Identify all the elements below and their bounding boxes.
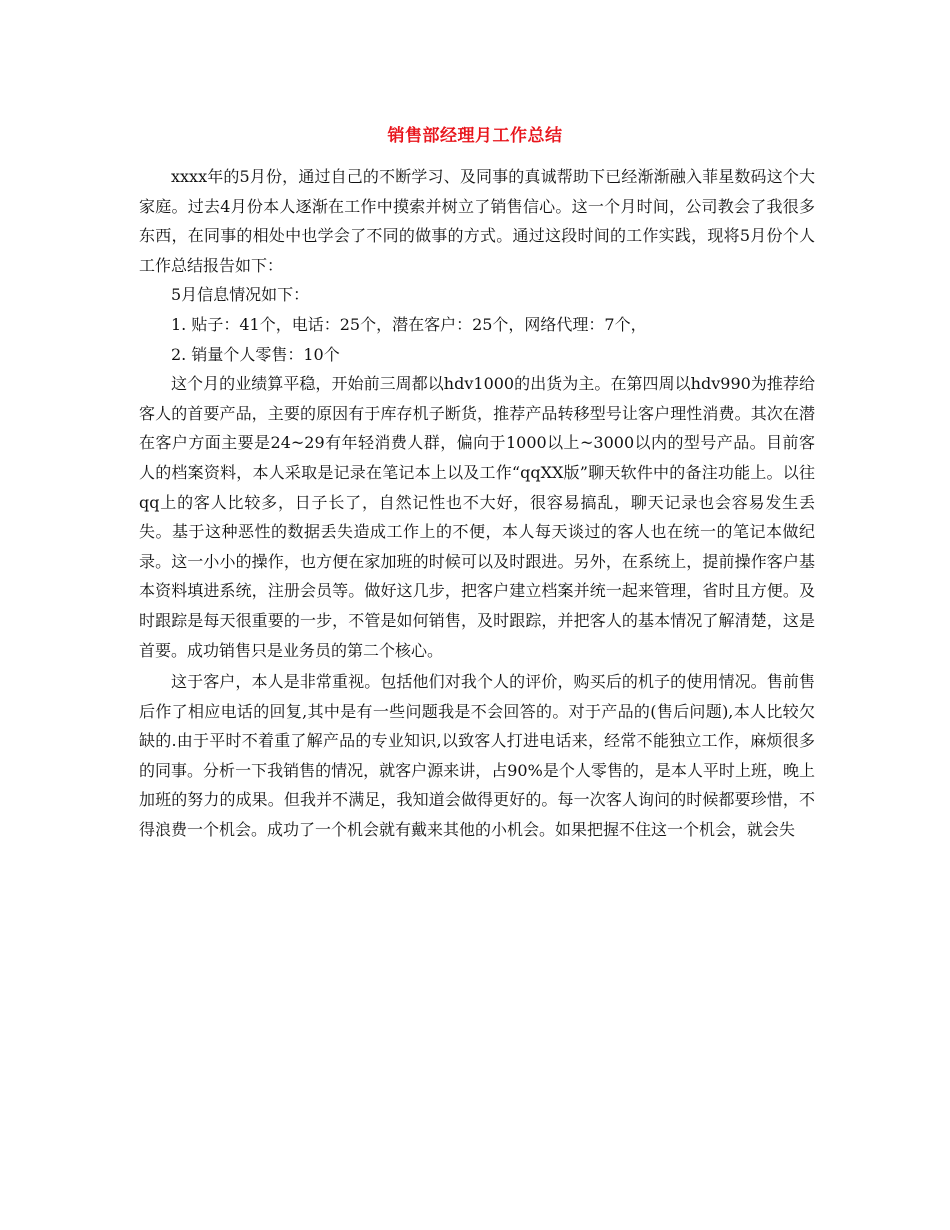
document-body xyxy=(139,162,815,845)
paragraph-customers: 这于客户，本人是非常重视。包括他们对我个人的评价，购买后的机子的使用情况。售前售后作了相应电话的回复,其中是有一些问题我是不会回答的。对于产品的(售后问题),本人比较欠缺的.由于平时不着重了解产品的专业知识,以致客人打进电话来，经常不能独立工作，麻烦很多的同事。分析一下我销售的情况，就客户源来讲，占90%是个人零售的，是本人平时上班，晚上加班的努力的成果。但我并不满足，我知道会做得更好的。每一次客人询问的时候都要珍惜，不得浪费一个机会。成功了一个机会就有戴来其他的小机会。如果把握不住这一个机会，就会失 xyxy=(139,672,815,840)
paragraph-info-heading: 5月信息情况如下： xyxy=(171,285,310,305)
paragraph-info-item-1: 1. 贴子：41个，电话：25个，潜在客户：25个，网络代理：7个， xyxy=(171,314,647,334)
paragraph-performance: 这个月的业绩算平稳，开始前三周都以hdv1000的出货为主。在第四周以hdv990为推荐给客人的首要产品，主要的原因有于库存机子断货，推荐产品转移型号让客户理性消费。其次在潜在客户方面主要是24~29有年轻消费人群，偏向于1000以上~3000以内的型号产品。目前客人的档案资料，本人采取是记录在笔记本上以及工作“qqXX版”聊天软件中的备注功能上。以往qq上的客人比较多，日子长了，自然记性也不大好，很容易搞乱，聊天记录也会容易发生丢失。基于这种恶性的数据丢失造成工作上的不便，本人每天谈过的客人也在统一的笔记本做纪录。这一小小的操作，也方便在家加班的时候可以及时跟进。另外，在系统上，提前操作客户基本资料填进系统，注册会员等。做好这几步，把客户建立档案并统一起来管理，省时且方便。及时跟踪是每天很重要的一步，不管是如何销售，及时跟踪，并把客人的基本情况了解清楚，这是首要。成功销售只是业务员的第二个核心。 xyxy=(139,374,815,660)
document-title: 销售部经理月工作总结 xyxy=(387,126,563,146)
paragraph-info-item-2: 2. 销量个人零售：10个 xyxy=(171,344,340,364)
paragraph-intro: xxxx年的5月份，通过自己的不断学习、及同事的真诚帮助下已经渐渐融入菲星数码这个大家庭。过去4月份本人逐渐在工作中摸索并树立了销售信心。这一个月时间，公司教会了我很多东西，在同事的相处中也学会了不同的做事的方式。通过这段时间的工作实践，现将5月份个人工作总结报告如下： xyxy=(139,167,815,275)
